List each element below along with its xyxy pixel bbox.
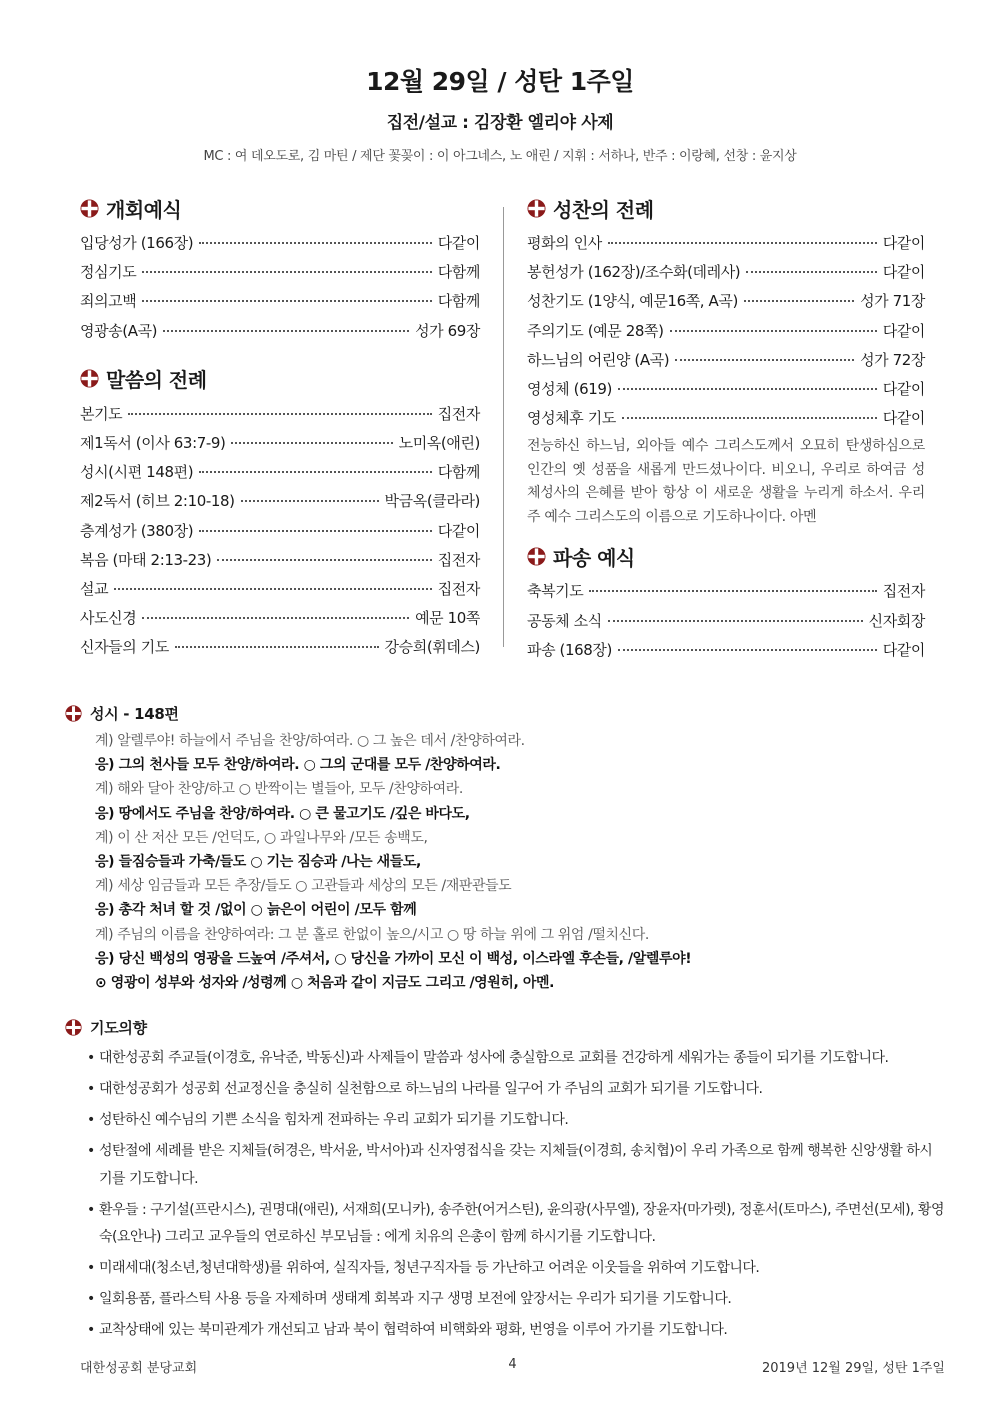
dot-leader [241, 500, 379, 502]
psalm-line-leader: 계) 세상 임금들과 모든 추장/들도 ○ 고관들과 세상의 모든 /재판관들도 [95, 878, 512, 895]
order-list [527, 577, 925, 665]
dot-leader [175, 646, 379, 648]
order-list [80, 400, 480, 663]
psalm-line-response: 응) 총각 처녀 할 것 /없이 ○ 늙은이 어린이 /모두 함께 [95, 902, 417, 919]
section-opening [80, 195, 480, 346]
order-item [527, 229, 925, 258]
psalm-line-leader: 계) 주님의 이름을 찬양하여라: 그 분 홀로 한없이 높으/시고 ○ 땅 하늘 위에 그 위엄 /떨치신다. [95, 926, 649, 943]
order-item-person: 다같이 [882, 234, 925, 252]
dot-leader [231, 442, 392, 444]
intentions-title: 기도의향 [90, 1018, 147, 1037]
intentions-section [65, 1017, 945, 1348]
intention-item: • 성탄절에 세례를 받은 지체들(허경은, 박서윤, 박서아)과 신자영접식을 갖는 지체들(이경희, 송치협)이 우리 가족으로 함께 행복한 신앙생활 하시기를 기도합니다. [87, 1138, 945, 1193]
section-title: 개회예식 [106, 197, 182, 222]
section-heading [527, 543, 925, 569]
order-item-person: 박금옥(클라라) [384, 492, 480, 511]
order-item [527, 607, 925, 636]
psalm-line-leader: 계) 알렐루야! 하늘에서 주님을 찬양/하여라. ○ 그 높은 데서 /찬양하여라. [95, 733, 525, 749]
order-item-name: 하느님의 어린양 (A곡) [527, 350, 670, 369]
order-list [80, 229, 480, 346]
order-item-name: 공동체 소식 [527, 611, 602, 630]
intention-item: • 미래세대(청소년,청년대학생)를 위하여, 실직자들, 청년구직자들 등 가난하고 어려운 이웃들을 위하여 기도합니다. [87, 1255, 945, 1283]
order-item-name: 제1독서 (이사 63:7-9) [80, 433, 226, 452]
section-title: 말씀의 전례 [106, 368, 207, 393]
intention-item: • 성탄하신 예수님의 기쁜 소식을 힘차게 전파하는 우리 교회가 되기를 기도합니다. [87, 1107, 945, 1135]
order-item-person: 다함께 [437, 292, 480, 311]
cross-icon [80, 199, 99, 218]
order-item-person: 신자회장 [868, 611, 925, 630]
section-dismissal [527, 543, 925, 665]
dot-leader [744, 300, 854, 302]
psalm-line-response: 응) 땅에서도 주님을 찬양/하여라. ○ 큰 물고기도 /깊은 바다도, [95, 805, 470, 822]
order-item [80, 287, 480, 316]
order-item [527, 577, 925, 606]
dot-leader [622, 417, 877, 419]
staff-line: MC : 여 데오도로, 김 마틴 / 제단 꽃꽂이 : 이 아그네스, 노 애린 / 지휘 : 서하나, 반주 : 이랑혜, 선창 : 윤지상 [203, 149, 797, 164]
post-communion-prayer: 전능하신 하느님, 외아들 예수 그리스도께서 오묘히 탄생하심으로 인간의 옛 성품을 새롭게 만드셨나이다. 비오니, 우리로 하여금 성체성사의 은혜를 받아 항상 이 새로운 생활을 누리게 하소서. 우리 주 예수 그리스도의 이름으로 기도하나이다. 아멘 [527, 438, 925, 525]
psalm-title: 성시 - 148편 [90, 704, 179, 723]
order-item-person: 다함께 [437, 263, 480, 282]
order-item-person: 집전자 [437, 550, 480, 569]
order-item-name: 봉헌성가 (162장)/조수화(데레사) [527, 263, 741, 282]
order-item-person: 집전자 [437, 404, 480, 423]
order-item [527, 258, 925, 287]
order-item-name: 제2독서 (히브 2:10-18) [80, 492, 235, 511]
dot-leader [589, 590, 876, 592]
cross-icon [65, 705, 82, 722]
order-item-person: 다같이 [882, 409, 925, 428]
order-item-name: 영광송(A곡) [80, 321, 158, 340]
intention-item: • 대한성공회 주교들(이경호, 유낙준, 박동신)과 사제들이 말씀과 성사에 충실함으로 교회를 건강하게 세워가는 종들이 되기를 기도합니다. [87, 1045, 945, 1073]
intention-item: • 환우들 : 구기설(프란시스), 권명대(애린), 서재희(모니카), 송주한(어거스틴), 윤의광(사무엘), 장윤자(마가렛), 정훈서(토마스), 주면선(모세), 황영숙(요안나) 그리고 교우들의 연로하신 부모님들 : 에게 치유의 은총이 함께 하시기를 기도합니다. [87, 1197, 945, 1252]
psalm-line-response: 응) 당신 백성의 영광을 드높여 /주셔서, ○ 당신을 가까이 모신 이 백성, 이스라엘 후손들, /알렐루야! [95, 950, 692, 967]
section-word [80, 366, 480, 663]
order-item [80, 458, 480, 487]
page-header [0, 62, 1000, 164]
dot-leader [163, 330, 409, 332]
order-item-name: 영성체 (619) [527, 379, 612, 398]
order-item-person: 성가 71장 [860, 292, 925, 311]
dot-leader [675, 359, 854, 361]
order-item [80, 546, 480, 575]
cross-icon [527, 199, 546, 218]
dot-leader [746, 271, 876, 273]
section-title: 성찬의 전례 [553, 197, 654, 222]
order-item-name: 설교 [80, 579, 109, 598]
dot-leader [670, 330, 877, 332]
order-item [80, 400, 480, 429]
left-column [80, 195, 480, 662]
order-item [80, 517, 480, 546]
dot-leader [608, 620, 863, 622]
order-item-name: 층계성가 (380장) [80, 521, 194, 540]
cross-icon [65, 1019, 82, 1036]
order-item-person: 다같이 [882, 263, 925, 282]
order-list [527, 229, 925, 433]
page-footer [80, 1357, 945, 1377]
order-item-name: 신자들의 기도 [80, 638, 169, 657]
order-item-name: 파송 (168장) [527, 640, 612, 659]
psalm-line-response: 응) 그의 천사들 모두 찬양/하여라. ○ 그의 군대를 모두 /찬양하여라. [95, 757, 501, 774]
order-item [80, 429, 480, 458]
order-item-person: 집전자 [882, 582, 925, 601]
order-item [80, 633, 480, 662]
column-divider [503, 207, 504, 647]
psalm-line-leader: 계) 해와 달아 찬양/하고 ○ 반짝이는 별들아, 모두 /찬양하여라. [95, 781, 463, 798]
order-item-person: 예문 10쪽 [415, 609, 480, 628]
intention-item: • 일회용품, 플라스틱 사용 등을 자제하며 생태계 회복과 지구 생명 보전에 앞장서는 우리가 되기를 기도합니다. [87, 1286, 945, 1314]
dot-leader [199, 242, 432, 244]
section-eucharist [527, 195, 925, 529]
order-item [80, 258, 480, 287]
dot-leader [618, 649, 877, 651]
order-item-person: 집전자 [437, 579, 480, 598]
order-item-name: 입당성가 (166장) [80, 234, 194, 252]
order-item-name: 축복기도 [527, 582, 584, 601]
order-item [80, 229, 480, 258]
intentions-heading [65, 1017, 945, 1037]
order-item-person: 다같이 [882, 379, 925, 398]
psalm-line-response: ⊙ 영광이 성부와 성자와 /성령께 ○ 처음과 같이 지금도 그리고 /영원히, 아멘. [95, 974, 555, 991]
order-item-person: 다같이 [882, 640, 925, 659]
order-item-name: 죄의고백 [80, 292, 137, 311]
order-item [80, 317, 480, 346]
psalm-heading [65, 703, 945, 723]
footer-church: 대한성공회 분당교회 [80, 1361, 198, 1376]
dot-leader [608, 242, 877, 244]
psalm-section [65, 703, 945, 995]
right-column [527, 195, 925, 665]
order-item-name: 성찬기도 (1양식, 예문16쪽, A곡) [527, 292, 738, 311]
order-item-name: 본기도 [80, 404, 123, 423]
dot-leader [142, 271, 431, 273]
order-item [527, 375, 925, 404]
section-heading [80, 366, 480, 392]
psalm-line-leader: 계) 이 산 저산 모든 /언덕도, ○ 과일나무와 /모든 송백도, [95, 829, 428, 846]
order-item-person: 성가 72장 [860, 350, 925, 369]
order-item-name: 복음 (마태 2:13-23) [80, 550, 212, 569]
order-item [80, 487, 480, 516]
section-title: 파송 예식 [553, 545, 635, 570]
order-item [527, 287, 925, 316]
dot-leader [142, 300, 431, 302]
order-item-person: 다같이 [437, 234, 480, 252]
order-item-name: 사도신경 [80, 609, 137, 628]
order-item-person: 강승희(휘데스) [384, 638, 480, 657]
dot-leader [114, 588, 432, 590]
order-item [527, 636, 925, 665]
cross-icon [80, 369, 99, 388]
dot-leader [217, 559, 431, 561]
dot-leader [128, 413, 431, 415]
order-item-person: 성가 69장 [415, 321, 480, 340]
order-item-person: 다함께 [437, 463, 480, 482]
psalm-lines [95, 729, 945, 995]
order-item [527, 346, 925, 375]
order-item [527, 317, 925, 346]
section-heading [527, 195, 925, 221]
dot-leader [199, 471, 432, 473]
section-heading [80, 195, 480, 221]
order-item [80, 575, 480, 604]
order-item-person: 다같이 [882, 321, 925, 340]
page-title: 12월 29일 / 성탄 1주일 [366, 67, 634, 96]
page-subtitle: 집전/설교 : 김장환 엘리야 사제 [386, 113, 614, 133]
intention-item: • 대한성공회가 성공회 선교정신을 충실히 실천함으로 하느님의 나라를 일구어 가 주님의 교회가 되기를 기도합니다. [87, 1076, 945, 1104]
order-item-name: 정심기도 [80, 263, 137, 282]
psalm-line-response: 응) 들짐승들과 가축/들도 ○ 기는 짐승과 /나는 새들도, [95, 853, 421, 870]
order-item-name: 성시(시편 148편) [80, 463, 194, 482]
page-number: 4 [508, 1357, 517, 1372]
order-item-name: 영성체후 기도 [527, 409, 616, 428]
intention-item: • 교착상태에 있는 북미관계가 개선되고 남과 북이 협력하여 비핵화와 평화, 번영을 이루어 가기를 기도합니다. [87, 1317, 945, 1345]
order-item-person: 다같이 [437, 521, 480, 540]
intentions-list [87, 1045, 945, 1345]
order-item [527, 404, 925, 433]
footer-date: 2019년 12월 29일, 성탄 1주일 [761, 1361, 945, 1376]
cross-icon [527, 547, 546, 566]
dot-leader [142, 617, 409, 619]
order-item-name: 평화의 인사 [527, 234, 602, 252]
dot-leader [618, 388, 877, 390]
order-item [80, 604, 480, 633]
order-item-name: 주의기도 (예문 28쪽) [527, 321, 664, 340]
dot-leader [199, 530, 432, 532]
order-item-person: 노미옥(애린) [398, 433, 480, 452]
